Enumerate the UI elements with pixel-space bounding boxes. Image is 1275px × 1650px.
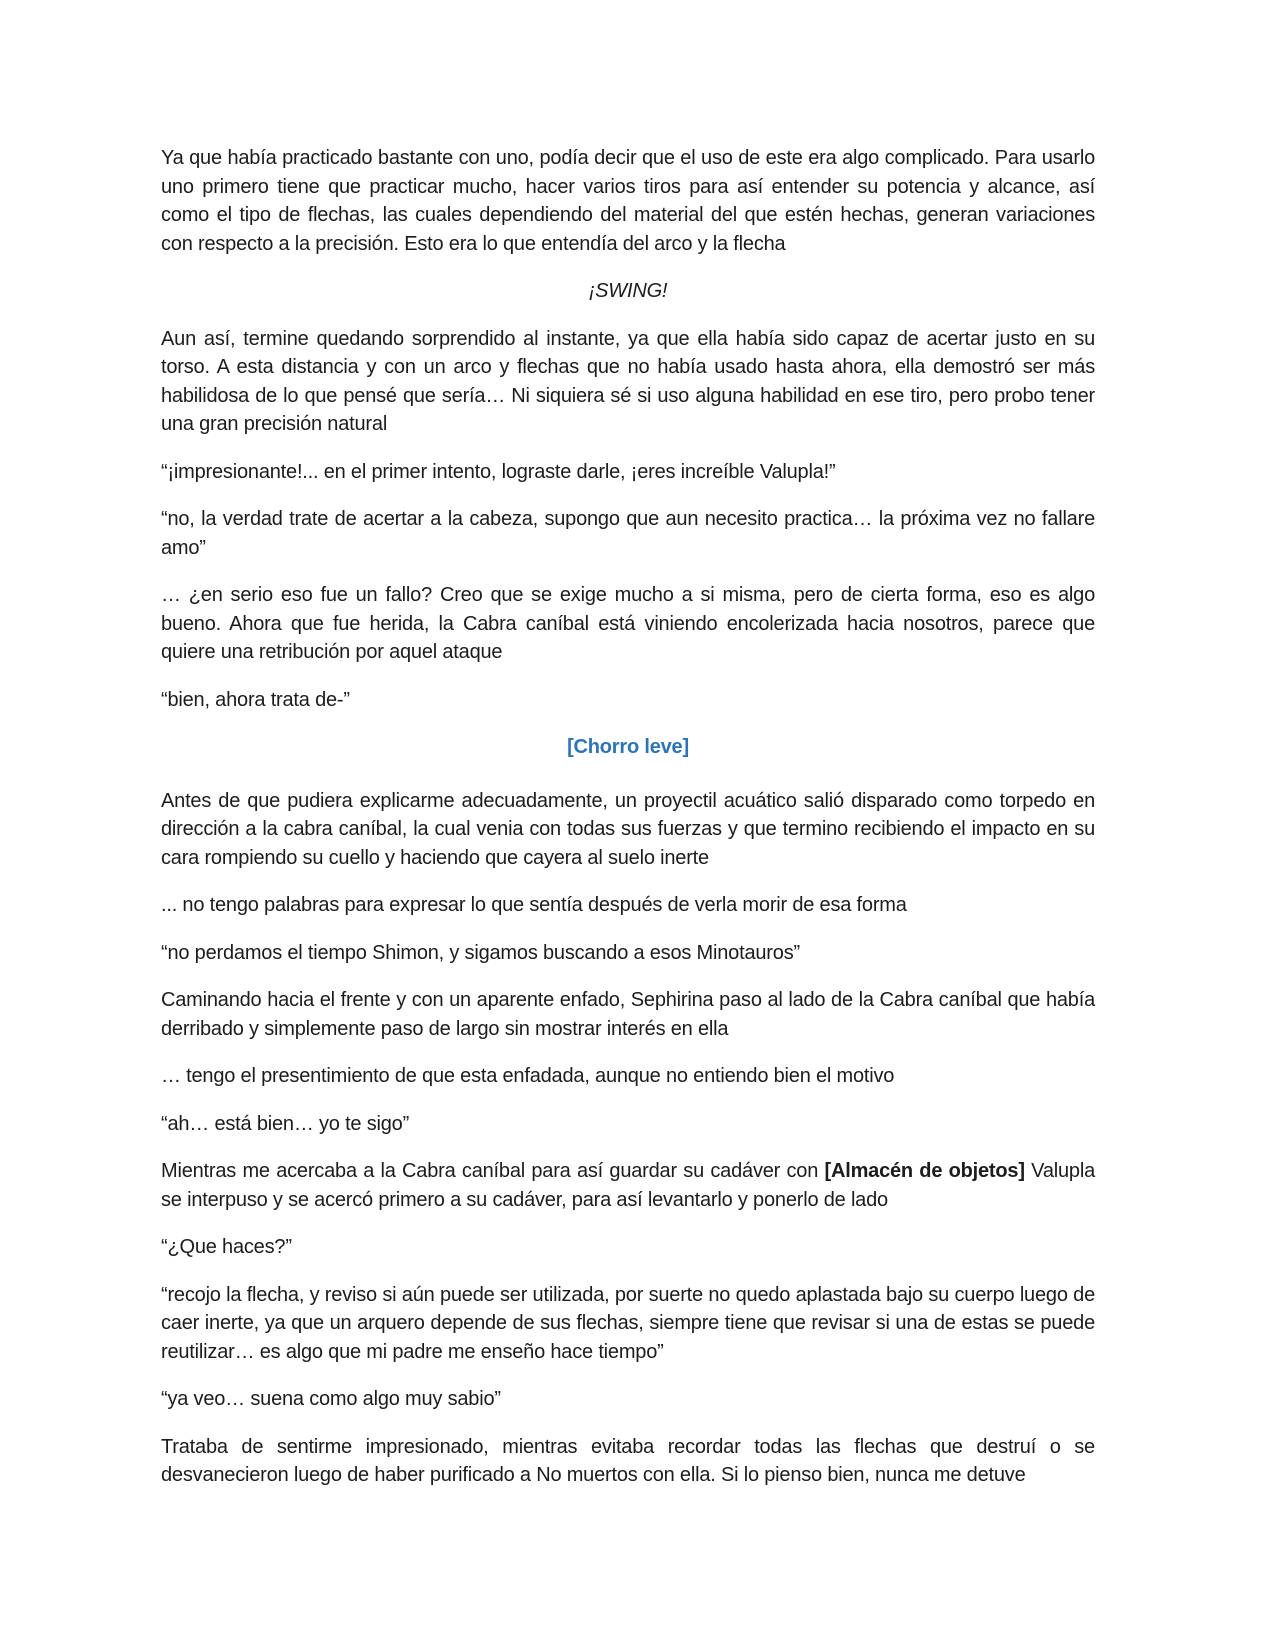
story-paragraph: … ¿en serio eso fue un fallo? Creo que se exige mucho a si misma, pero de cierta forma, eso es algo bueno. Ahora que fue herida, la Cabra caníbal está viniendo encolerizada hacia nosotros, parece que quiere una retribución por aquel ataque: [161, 584, 1095, 663]
paragraph-text: Valupla se interpuso y se acercó primero a su cadáver, para así levantarlo y ponerlo de lado: [161, 1160, 1095, 1211]
dialogue-paragraph: “no perdamos el tiempo Shimon, y sigamos buscando a esos Minotauros”: [161, 941, 800, 964]
dialogue-paragraph: “ya veo… suena como algo muy sabio”: [161, 1388, 501, 1410]
dialogue-paragraph: “no, la verdad trate de acertar a la cabeza, supongo que aun necesito practica… la próxima vez no fallare amo”: [161, 508, 1095, 559]
sound-effect-line: ¡SWING!: [588, 280, 668, 302]
story-paragraph: Antes de que pudiera explicarme adecuadamente, un proyectil acuático salió disparado como torpedo en dirección a la cabra caníbal, la cual venia con todas sus fuerzas y que termino recibiendo el impacto en su cara rompiendo su cuello y haciendo que cayera al suelo inerte: [161, 789, 1095, 869]
story-paragraph: Caminando hacia el frente y con un aparente enfado, Sephirina paso al lado de la Cabra caníbal que había derribado y simplemente paso de largo sin mostrar interés en ella: [161, 989, 1095, 1040]
page-content: [161, 144, 1095, 1509]
story-paragraph: ... no tengo palabras para expresar lo que sentía después de verla morir de esa forma: [161, 894, 907, 916]
dialogue-paragraph: “ah… está bien… yo te sigo”: [161, 1112, 410, 1135]
dialogue-paragraph: “¿Que haces?”: [161, 1236, 292, 1258]
story-paragraph: [161, 1157, 1095, 1214]
story-paragraph: Aun así, termine quedando sorprendido al instante, ya que ella había sido capaz de acertar justo en su torso. A esta distancia y con un arco y flechas que no había usado hasta ahora, ella demostró ser más habilidosa de lo que pensé que sería… Ni siquiera sé si uso alguna habilidad en ese tiro, pero probo tener una gran precisión natural: [161, 327, 1095, 435]
skill-name-bold: [Almacén de objetos]: [824, 1160, 1025, 1182]
story-paragraph: Ya que había practicado bastante con uno, podía decir que el uso de este era algo complicado. Para usarlo uno primero tiene que practicar mucho, hacer varios tiros para así entender su potencia y alcance, así como el tipo de flechas, las cuales dependiendo del material del que estén hechas, generan variaciones con respecto a la precisión. Esto era lo que entendía del arco y la flecha: [161, 147, 1095, 255]
story-paragraph: Trataba de sentirme impresionado, mientras evitaba recordar todas las flechas que destruí o se desvanecieron luego de haber purificado a No muertos con ella. Si lo pienso bien, nunca me detuve: [161, 1435, 1095, 1486]
story-paragraph: … tengo el presentimiento de que esta enfadada, aunque no entiendo bien el motivo: [161, 1065, 895, 1087]
paragraph-text: Mientras me acercaba a la Cabra caníbal para así guardar su cadáver con: [161, 1160, 825, 1182]
dialogue-paragraph: “¡impresionante!... en el primer intento, lograste darle, ¡eres increíble Valupla!”: [161, 460, 836, 483]
dialogue-paragraph: “bien, ahora trata de-”: [161, 688, 350, 711]
skill-heading: [Chorro leve]: [567, 736, 689, 758]
dialogue-paragraph: “recojo la flecha, y reviso si aún puede ser utilizada, por suerte no quedo aplastada bajo su cuerpo luego de caer inerte, ya que un arquero depende de sus flechas, siempre tiene que revisar si una de estas se puede reutilizar… es algo que mi padre me enseño hace tiempo”: [161, 1283, 1095, 1363]
